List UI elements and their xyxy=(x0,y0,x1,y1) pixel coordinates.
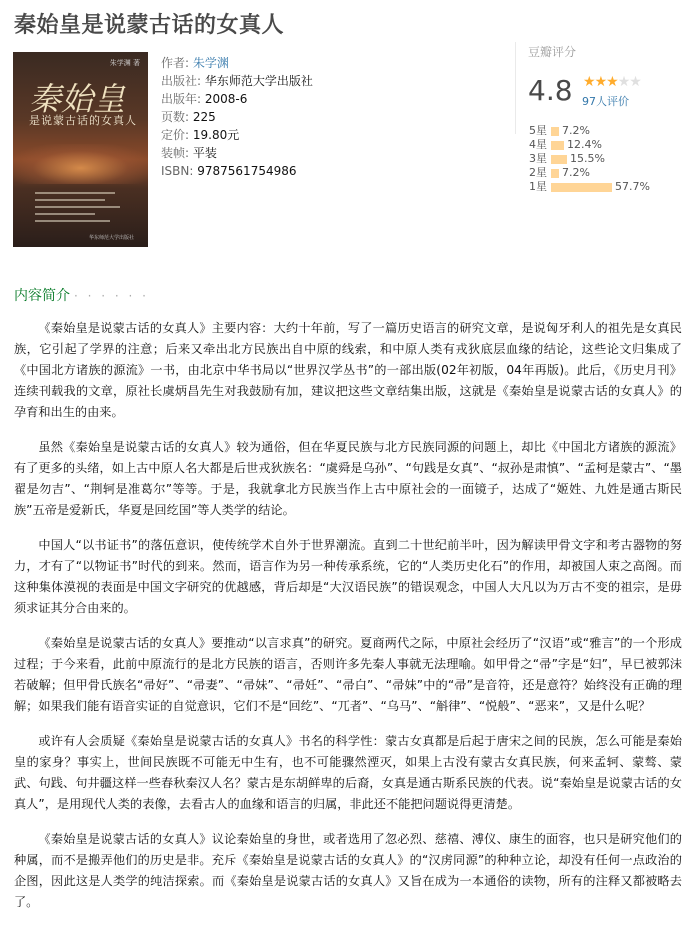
pages-label: 页数: xyxy=(161,110,190,124)
intro-paragraph: 虽然《秦始皇是说蒙古话的女真人》较为通俗，但在华夏民族与北方民族同源的问题上，却比《中国北方诸族的源流》有了更多的头绪，如上古中原人名大都是后世戎狄族名：“虞舜是乌孙”、“句践是女真”、“叔孙是肃慎”、“孟柯是蒙古”、“墨翟是勿吉”、“荆轲是准葛尔”等等。于是，我就拿北方民族当作上古中原社会的一面镜子，达成了“姬姓、九姓是通古斯民族”五帝是爱新氏，华夏是回纥国”等人类学的结论。 xyxy=(14,440,682,517)
author-label: 作者: xyxy=(161,56,190,70)
binding-value: 平装 xyxy=(192,146,217,160)
rating-row-percent: 12.4% xyxy=(567,138,602,151)
author-link[interactable]: 朱学渊 xyxy=(192,56,229,70)
year-label: 出版年: xyxy=(161,92,202,106)
book-cover-image[interactable] xyxy=(13,52,148,247)
star-empty-icon: ★ xyxy=(617,74,630,90)
rating-row-bar xyxy=(551,155,567,164)
rating-row-bar xyxy=(551,169,559,178)
year-value: 2008-6 xyxy=(204,92,248,106)
intro-paragraph: 或许有人会质疑《秦始皇是说蒙古话的女真人》书名的科学性：蒙古女真都是后起于唐宋之间的民族，怎么可能是秦始皇的家身？事实上，世间民族既不可能无中生有，也不可能骤然湮灭，如果上古没有蒙古女真民族，何来孟轲、蒙骜、蒙武、句践、句井疆这样一些春秋秦汉人名？蒙古是东胡鲜卑的后裔，女真是通古斯系民族的代表。说“秦始皇是说蒙古话的女真人”，是用现代人类的表像，去看古人的血缘和语言的归属，非此还不能把问题说得更清楚。 xyxy=(14,734,682,811)
cover-publisher: 华东师范大学出版社 xyxy=(88,235,134,241)
rating-row-bar xyxy=(551,141,564,150)
cover-author-line: 朱学渊 著 xyxy=(109,59,140,67)
publisher-label: 出版社: xyxy=(161,74,202,88)
intro-paragraph: 《秦始皇是说蒙古话的女真人》议论秦始皇的身世，或者选用了忽必烈、慈禧、溥仪、康生的面容，也只是研究他们的种属，而不是搬弄他们的历史是非。充斥《秦始皇是说蒙古话的女真人》的“汉虏同源”的种种立论，却没有任何一点政治的企图，因此这是人类学的纯洁探索。而《秦始皇是说蒙古话的女真人》又旨在成为一本通俗的读物，所有的注释又都被略去了。 xyxy=(14,832,682,909)
cover-sunset-glow xyxy=(13,144,148,184)
rating-label: 豆瓣评分 xyxy=(515,42,680,62)
book-title: 秦始皇是说蒙古话的女真人 xyxy=(14,13,285,38)
rating-row-bar xyxy=(551,183,612,192)
cover-big-title: 秦始皇 xyxy=(29,80,126,118)
rating-row xyxy=(529,180,650,194)
rating-row-percent: 7.2% xyxy=(562,124,590,137)
rating-row xyxy=(529,166,590,180)
price-label: 定价: xyxy=(161,128,190,142)
intro-content xyxy=(14,318,682,927)
cover-text-lines xyxy=(35,192,125,227)
publisher-value: 华东师范大学出版社 xyxy=(204,74,313,88)
rating-row xyxy=(529,138,602,152)
rating-row-label: 1星 xyxy=(529,180,547,193)
rating-row-bar xyxy=(551,127,559,136)
cover-subtitle: 是说蒙古话的女真人 xyxy=(29,114,137,127)
intro-paragraph: 中国人“以书证书”的落伍意识，使传统学术自外于世界潮流。直到二十世纪前半叶，因为解读甲骨文字和考古器物的努力，才有了“以物证书”时代的到来。然而，语言作为另一种传承系统，它的“人类历史化石”的作用，却被国人束之高阁。而这种集体漠视的表面是中国文字研究的优越感，背后却是“大汉语民族”的错误观念，中国人大凡以为万古不变的祖宗，是毋须求证其分合由来的。 xyxy=(14,538,682,615)
book-info-panel xyxy=(161,54,313,180)
rating-row-label: 2星 xyxy=(529,166,547,179)
isbn-value: 9787561754986 xyxy=(197,164,297,178)
rating-panel xyxy=(515,42,680,193)
rating-divider xyxy=(515,62,516,134)
rating-row-percent: 7.2% xyxy=(562,166,590,179)
star-icon: ★ xyxy=(594,74,607,90)
rating-row-percent: 15.5% xyxy=(570,152,605,165)
rating-score: 4.8 xyxy=(528,74,573,107)
intro-title: 内容简介 xyxy=(14,288,70,304)
rating-count-link[interactable]: 97人评价 xyxy=(582,95,629,108)
star-icon: ★ xyxy=(583,74,595,90)
intro-dots: · · · · · · xyxy=(74,289,149,303)
star-empty-icon: ★ xyxy=(629,74,641,90)
price-value: 19.80元 xyxy=(192,128,240,142)
intro-paragraph: 《秦始皇是说蒙古话的女真人》主要内容：大约十年前，写了一篇历史语言的研究文章，是说匈牙利人的祖先是女真民族，它引起了学界的注意；后来又牵出北方民族出自中原的线索，和中原人类有戎狄底层血缘的结论，这些论文归集成了《中国北方诸族的源流》一书，由北京中华书局以“世界汉学丛书”的一部出版(02年初版，04年再版)。此后，《历史月刊》连续刊载我的文章，原社长虞炳昌先生对我鼓励有加，建议把这些文章结集出版，这就是《秦始皇是说蒙古话的女真人》的孕育和出生的由来。 xyxy=(14,321,682,419)
rating-row-label: 5星 xyxy=(529,124,547,137)
rating-row-percent: 57.7% xyxy=(615,180,650,193)
isbn-label: ISBN: xyxy=(161,164,194,178)
rating-row xyxy=(529,152,605,166)
rating-row-label: 4星 xyxy=(529,138,547,151)
rating-stars xyxy=(583,74,641,90)
intro-paragraph: 《秦始皇是说蒙古话的女真人》要推动“以言求真”的研究。夏商两代之际，中原社会经历了“汉语”或“雅言”的一个形成过程；于今来看，此前中原流行的是北方民族的语言，否则许多先秦人事就无法理喻。如甲骨之“帚”字是“妇”，早已被郭沫若破解；但甲骨氏族名“帚好”、“帚妻”、“帚妹”、“帚妊”、“帚白”、“帚妹”中的“帚”是音符，还是意符？始终没有正确的理解；如果我们能有语音实证的自觉意识，它们不是“回纥”、“兀者”、“乌马”、“斛律”、“悦般”、“恶来”，又是什么呢？ xyxy=(14,636,682,713)
rating-row-label: 3星 xyxy=(529,152,547,165)
pages-value: 225 xyxy=(192,110,216,124)
binding-label: 装帧: xyxy=(161,146,190,160)
star-half-icon: ★ xyxy=(606,74,618,90)
rating-row xyxy=(529,124,590,138)
section-title-intro xyxy=(14,285,149,305)
